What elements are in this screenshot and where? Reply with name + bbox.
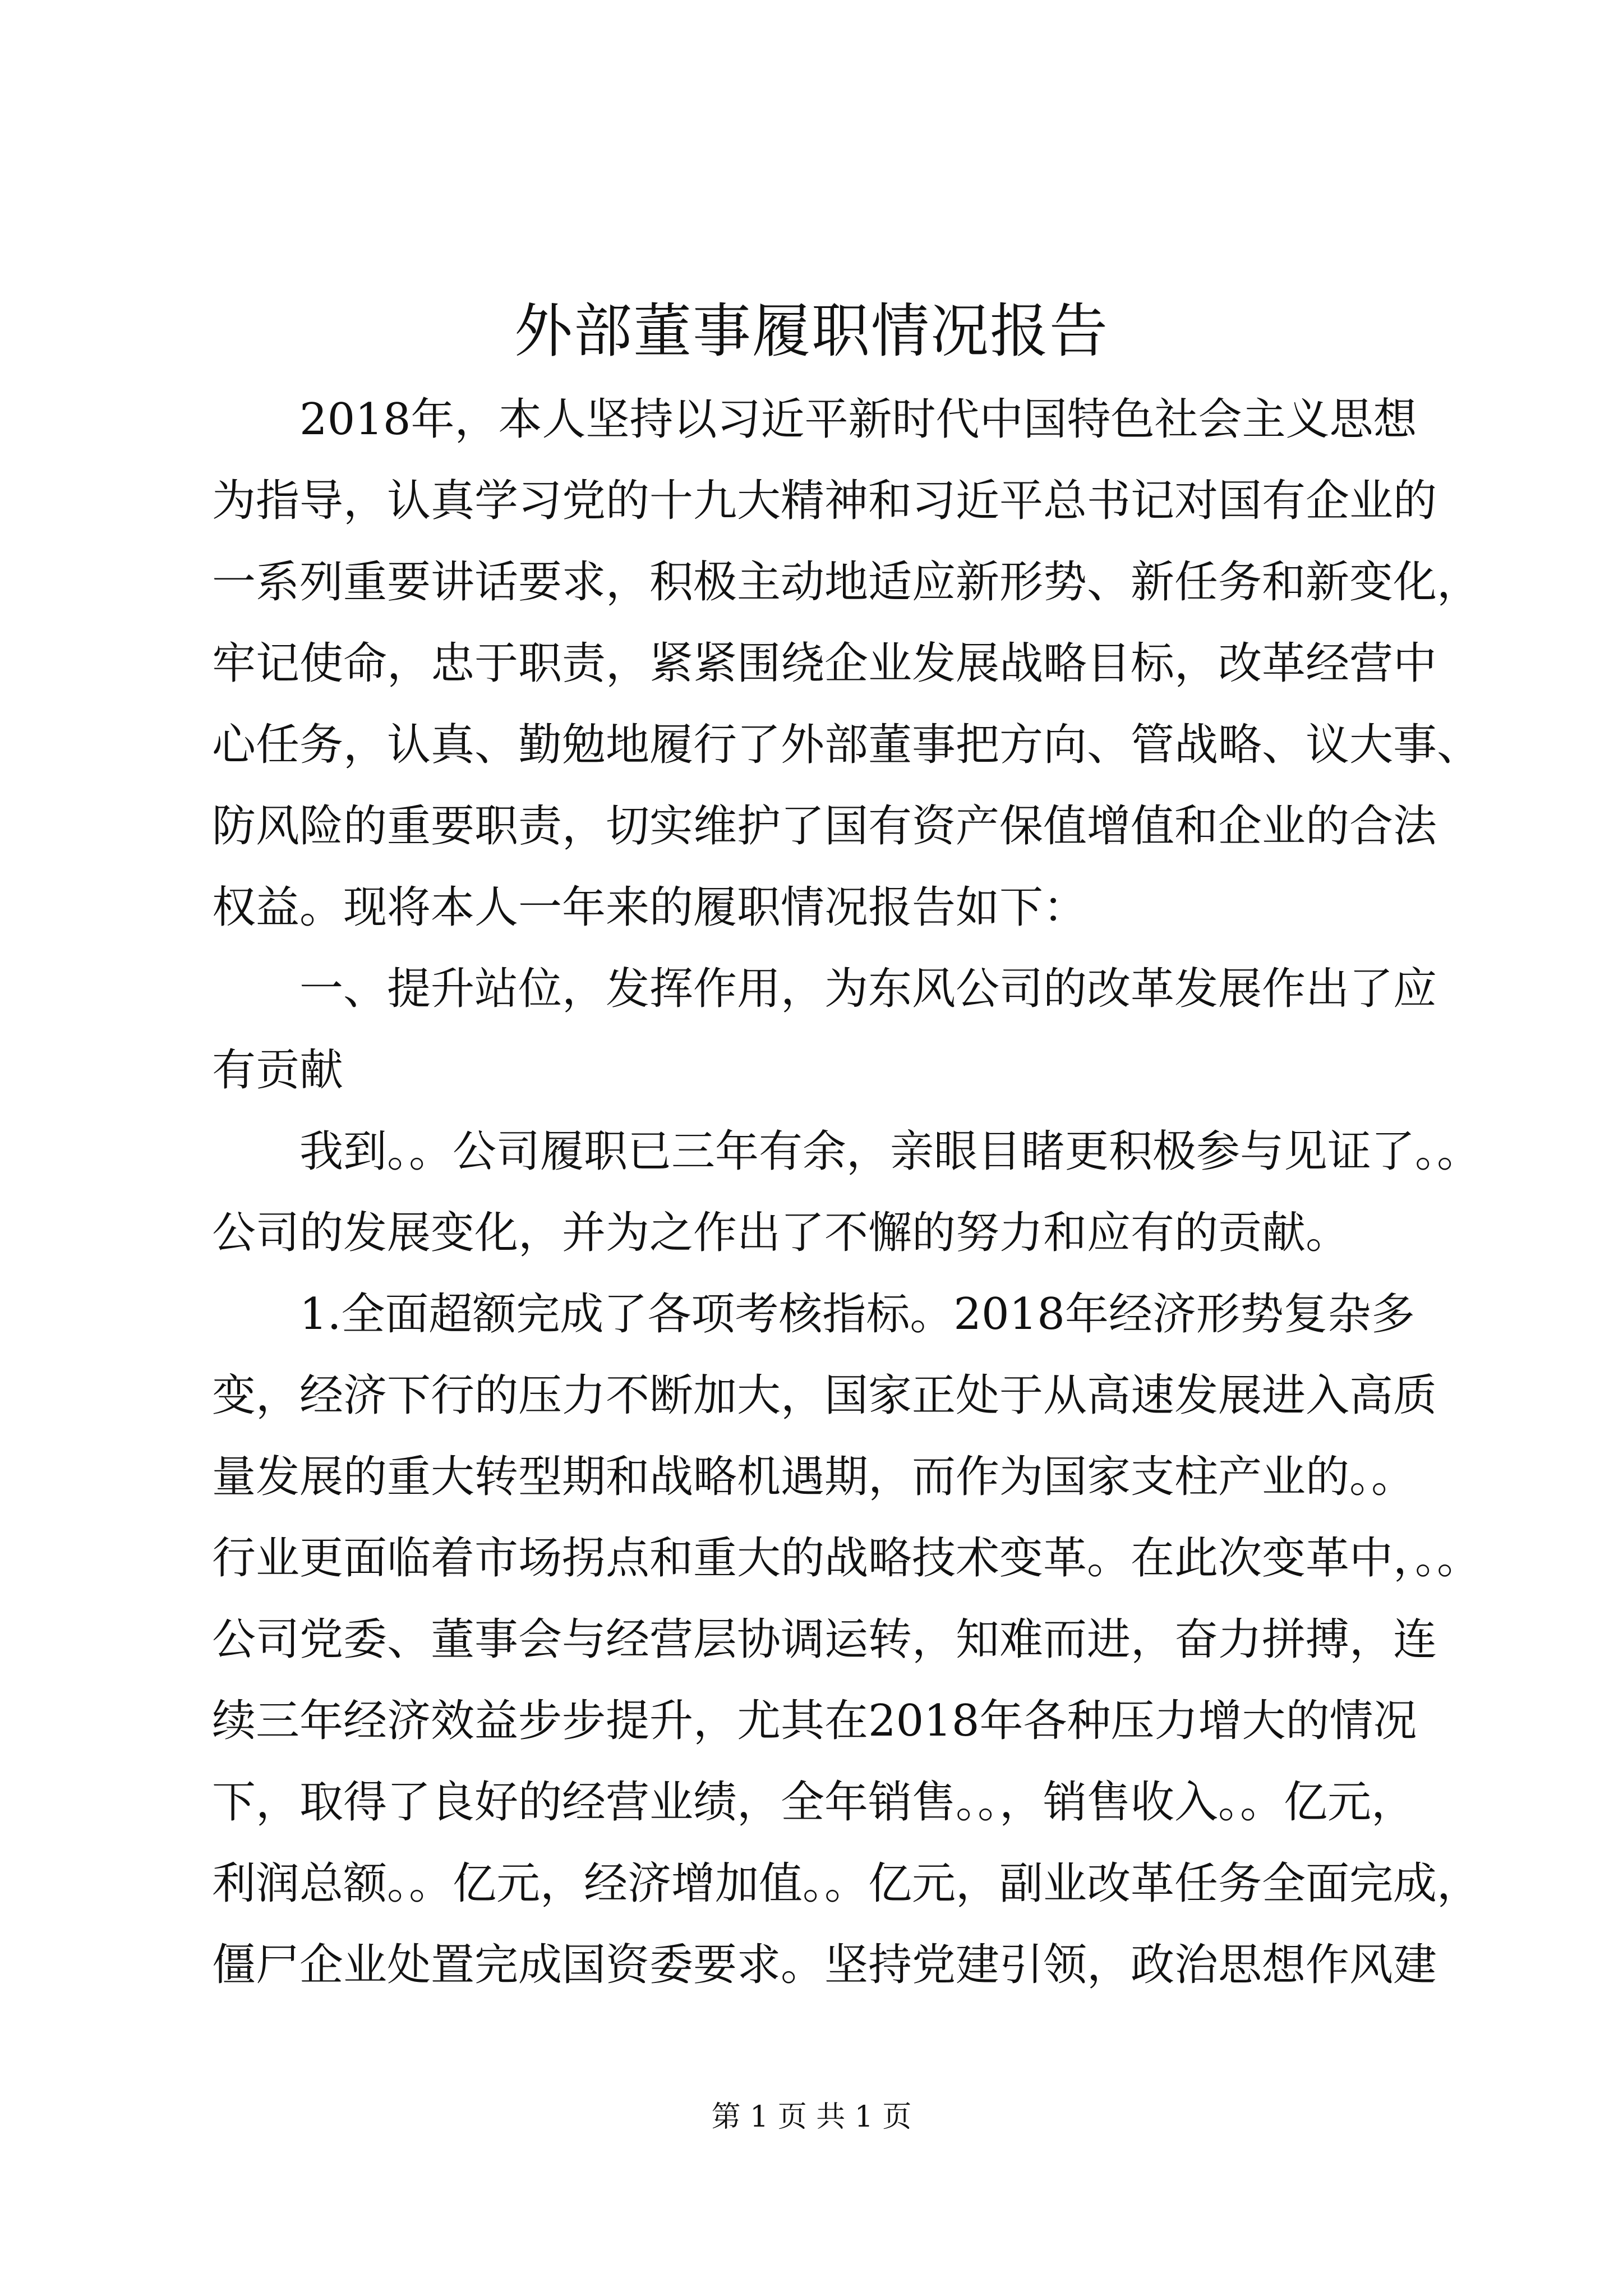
body-line: 量发展的重大转型期和战略机遇期，而作为国家支柱产业的。。 bbox=[212, 1452, 1415, 1502]
body-line: 变，经济下行的压力不断加大，国家正处于从高速发展进入高质 bbox=[212, 1370, 1437, 1421]
body-line: 利润总额。。亿元，经济增加值。。亿元，副业改革任务全面完成， bbox=[212, 1858, 1481, 1909]
body-line: 2018年，本人坚持以习近平新时代中国特色社会主义思想 bbox=[212, 394, 1417, 445]
body-line: 我到。。公司履职已三年有余，亲眼目睹更积极参与见证了。。 bbox=[212, 1126, 1481, 1177]
body-line: 一系列重要讲话要求，积极主动地适应新形势、新任务和新变化， bbox=[212, 557, 1481, 608]
body-line: 下，取得了良好的经营业绩，全年销售。。，销售收入。。亿元， bbox=[212, 1777, 1415, 1828]
body-line: 公司的发展变化，并为之作出了不懈的努力和应有的贡献。 bbox=[212, 1208, 1350, 1258]
section-heading-line: 有贡献 bbox=[212, 1045, 344, 1096]
body-line: 1.全面超额完成了各项考核指标。2018年经济形势复杂多 bbox=[212, 1289, 1415, 1340]
body-line: 权益。现将本人一年来的履职情况报告如下： bbox=[212, 882, 1087, 933]
body-line: 续三年经济效益步步提升，尤其在2018年各种压力增大的情况 bbox=[212, 1696, 1417, 1746]
body-line: 心任务，认真、勤勉地履行了外部董事把方向、管战略、议大事、 bbox=[212, 720, 1481, 770]
body-line: 牢记使命，忠于职责，紧紧围绕企业发展战略目标，改革经营中 bbox=[212, 638, 1437, 689]
section-heading-line: 一、提升站位，发挥作用，为东风公司的改革发展作出了应 bbox=[212, 964, 1437, 1014]
body-line: 公司党委、董事会与经营层协调运转，知难而进，奋力拼搏，连 bbox=[212, 1614, 1437, 1665]
body-line: 防风险的重要职责，切实维护了国有资产保值增值和企业的合法 bbox=[212, 801, 1437, 852]
page-number-footer: 第 1 页 共 1 页 bbox=[711, 2100, 912, 2134]
body-line: 行业更面临着市场拐点和重大的战略技术变革。在此次变革中，。。 bbox=[212, 1533, 1481, 1584]
document-title: 外部董事履职情况报告 bbox=[514, 297, 1109, 365]
body-line: 为指导，认真学习党的十九大精神和习近平总书记对国有企业的 bbox=[212, 476, 1437, 526]
body-line: 僵尸企业处置完成国资委要求。坚持党建引领，政治思想作风建 bbox=[212, 1940, 1437, 1990]
